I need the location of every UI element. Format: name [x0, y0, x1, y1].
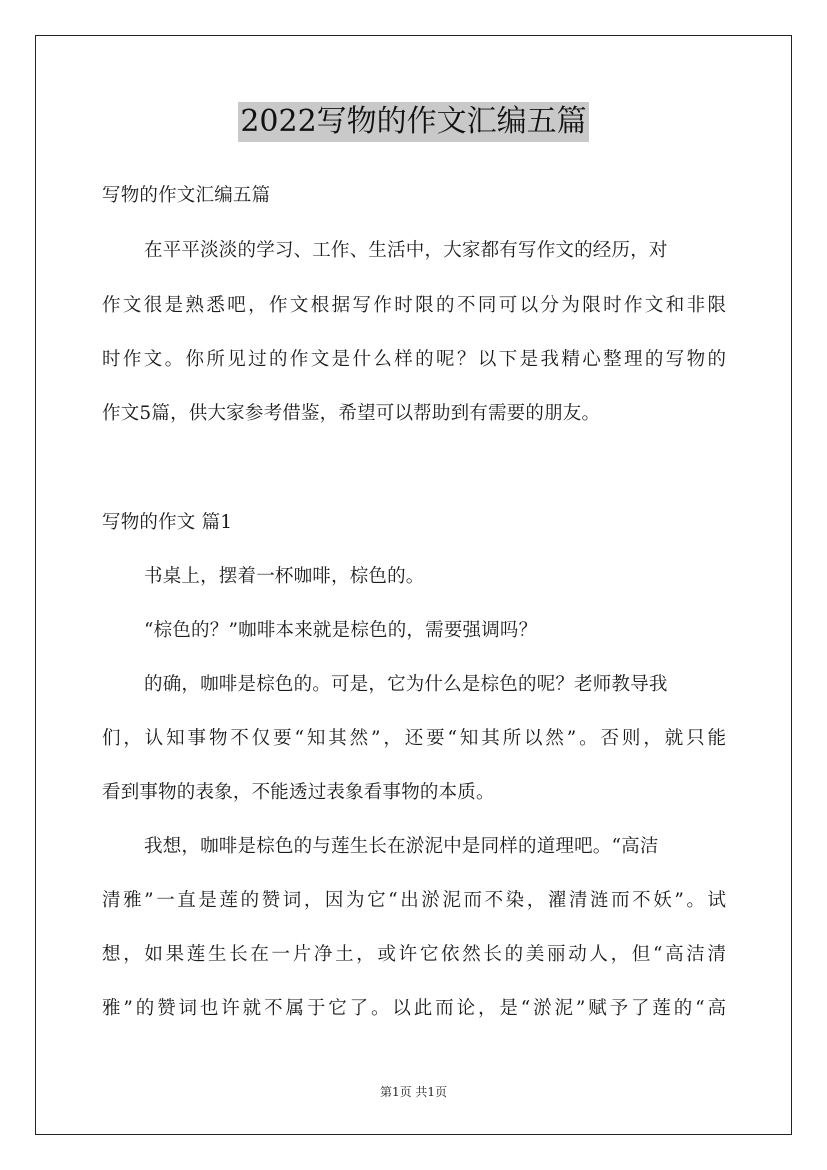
body-line-9: 雅”的赞词也许就不属于它了。以此而论，是“淤泥”赋予了莲的“高	[102, 998, 726, 1019]
body-line-4: 们，认知事物不仅要“知其然”，还要“知其所以然”。否则，就只能	[102, 728, 726, 749]
body-line-7: 清雅”一直是莲的赞词，因为它“出淤泥而不染，濯清涟而不妖”。试	[102, 890, 726, 911]
intro-line-3: 时作文。你所见过的作文是什么样的呢？以下是我精心整理的写物的	[102, 349, 726, 370]
section-heading: 写物的作文 篇1	[102, 512, 233, 533]
document-title: 2022写物的作文汇编五篇	[238, 102, 588, 142]
body-line-1: 书桌上，摆着一杯咖啡，棕色的。	[144, 566, 425, 587]
body-line-3: 的确，咖啡是棕色的。可是，它为什么是棕色的呢？老师教导我	[144, 674, 668, 695]
intro-line-4: 作文5篇，供大家参考借鉴，希望可以帮助到有需要的朋友。	[102, 403, 601, 424]
page-footer: 第1页 共1页	[379, 1085, 448, 1099]
document-subtitle: 写物的作文汇编五篇	[102, 185, 271, 206]
title-wrap	[0, 102, 827, 142]
body-line-6: 我想，咖啡是棕色的与莲生长在淤泥中是同样的道理吧。“高洁	[144, 836, 659, 857]
body-line-5: 看到事物的表象，不能透过表象看事物的本质。	[102, 782, 495, 803]
body-line-8: 想，如果莲生长在一片净土，或许它依然长的美丽动人，但“高洁清	[102, 944, 726, 965]
intro-line-1: 在平平淡淡的学习、工作、生活中，大家都有写作文的经历，对	[144, 240, 668, 261]
intro-line-2: 作文很是熟悉吧，作文根据写作时限的不同可以分为限时作文和非限	[102, 295, 726, 316]
body-line-2: “棕色的？”咖啡本来就是棕色的，需要强调吗？	[144, 620, 538, 641]
